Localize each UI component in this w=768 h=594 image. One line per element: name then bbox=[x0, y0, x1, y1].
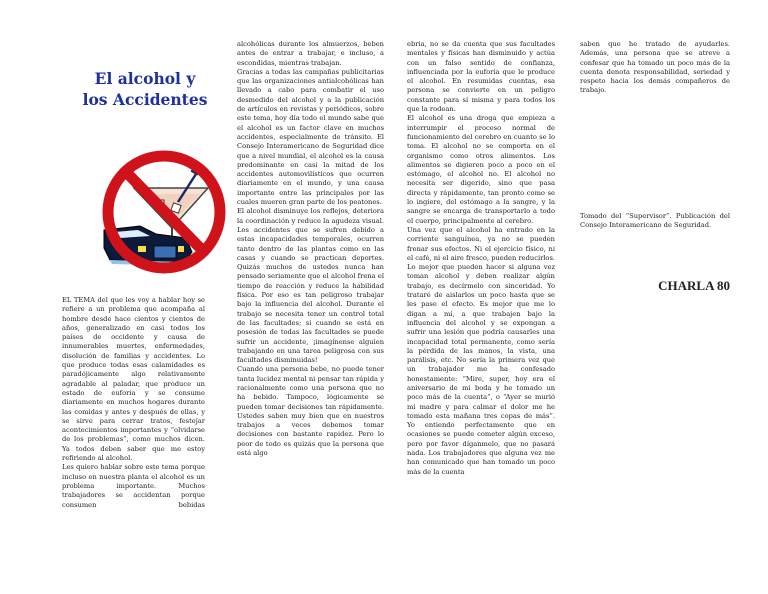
source-citation: Tomado del “Supervisor”. Publicación del Consejo Interamericano de Seguridad. bbox=[580, 212, 730, 230]
paragraph: El alcohol es una droga que empieza a interrumpir el proceso normal de funcionamiento del cerebro en cuanto se lo toma. El alcohol no se comporta en el organismo como otros alimentos. Los alimentos se digieren poco a poco en el estómago, el alcohol no. El alcohol no necesita ser digerido, sino que pasa directa y rápidamente, tan pronto como se lo ingiere, del estómago a la sangre, y la sangre se encarga de transportarlo a todo el cuerpo, principalmente al cerebro. bbox=[407, 114, 555, 225]
title-line-1: El alcohol y bbox=[94, 69, 196, 88]
talk-number: CHARLA 80 bbox=[658, 278, 730, 293]
no-drinking-and-driving-icon bbox=[100, 148, 228, 276]
column-3 bbox=[407, 40, 555, 477]
column-2 bbox=[237, 40, 384, 458]
paragraph: El alcohol disminuye los reflejos, deteriora la coordinación y reduce la agudeza visual. Los accidentes que se sufren debido a estas incapacidades temporales, ocurren tanto dentro de las plantas como en las casas y cuando se practican deportes. Quizás muchos de ustedes nunca han pensado seriamente que el alcohol frena el tiempo de reacción y reduce la habilidad física. Por eso es tan peligroso trabajar bajo la influencia del alcohol. Durante el trabajo se necesita tener un control total de las facultades; si cuando se está en posesión de todas las facultades se puede sufrir un accidente, ¡imagínense alguien trabajando en una tarea peligrosa con sus facultades disminuidas! bbox=[237, 207, 384, 365]
paragraph: Les quiero hablar sobre este tema porque incluso en nuestra planta el alcohol es un problema importante. Muchos trabajadores se accidentan porque consumen bebidas bbox=[62, 463, 205, 509]
paragraph: Cuando una persona bebe, no puede tener tanta lucidez mental ni pensar tan rápida y racionalmente como una persona que no ha bebido. Tampoco, lógicamente se pueden tomar decisiones tan rápidamente. Ustedes saben muy bien que en nuestros trabajos a veces debemos tomar decisiones con bastante rapidez. Pero lo peor de todo es quizás que la persona que está algo bbox=[237, 365, 384, 458]
column-1 bbox=[62, 296, 205, 510]
column-4 bbox=[580, 40, 730, 96]
paragraph: Una vez que el alcohol ha entrado en la corriente sanguínea, ya no se pueden frenar sus efectos. Ni el ejercicio físico, ni el café, ni el aire fresco, pueden reducirlos. Lo mejor que pueden hacer si alguna vez toman alcohol y deben realizar algún trabajo, es decírmelo con sinceridad. Yo trataré de aislarlos un poco hasta que se les pase el efecto. Es mejor que me lo digan a mí, a que trabajen bajo la influencia del alcohol y se expongan a sufrir una lesión que podría causarles una incapacidad total permanente, como sería la pérdida de las manos, la vista, una parálisis, etc. No sería la primera vez que un trabajador me ha confesado honestamente: “Mire, super, hoy era el aniversario de mi boda y he tomado un poco más de la cuenta”, o “Ayer se murió mi madre y para calmar el dolor me he tomado esta mañana tres copas de más”. Yo entiendo perfectamente que en ocasiones se puede cometer algún exceso, pero por favor díganmelo, que no pasará nada. Los trabajadores que alguna vez me han comunicado que han tomado un poco más de la cuenta bbox=[407, 225, 555, 476]
brochure-title bbox=[60, 68, 230, 110]
paragraph: EL TEMA del que les voy a hablar hoy se refiere a un problema que acompaña al hombre desde hace cientos y cientos de años, generalizado en casi todos los países de occidente y causa de innumerables muertes, enfermedades, disolución de familias y accidentes. Lo que produce todas esas calamidades es paradójicamente algo relativamente agradable al paladar, que produce un estado de euforia y se consume diariamente en muchos hogares durante las comidas y antes y después de ellas, y se sirve para cerrar tratos, festejar acontecimientos importantes y “olvidarse de los problemas”, como muchos dicen. Ya todos deben saber que me estoy refiriendo al alcohol. bbox=[62, 296, 205, 463]
paragraph: Gracias a todas las campañas publicitarias que las organizaciones antialcohólicas han llevado a cabo para combatir el uso desmedido del alcohol y a la publicación de artículos en revistas y periódicos, sobre este tema, hoy día todo el mundo sabe que el alcohol es un factor clave en muchos accidentes, especialmente de tránsito. El Consejo Interamericano de Seguridad dice que a nivel mundial, el alcohol es la causa predominante en casi la mitad de los accidentes automovilísticos que ocurren diariamente en el mundo, y una causa importante entre las principales por las cuales mueren gran parte de los peatones. bbox=[237, 67, 384, 207]
paragraph: alcohólicas durante los almuerzos, beben antes de entrar a trabajar, e incluso, a escondidas, mientras trabajan. bbox=[237, 40, 384, 67]
paragraph: ebria, no se da cuenta que sus facultades mentales y físicas han disminuido y actúa con un falso sentido de confianza, influenciada por la euforia que le produce el alcohol. En resumidas cuentas, esa persona se convierte en un peligro constante para sí misma y para todos los que la rodean. bbox=[407, 40, 555, 114]
paragraph: saben que he tratado de ayudarles. Además, una persona que se atreve a confesar que ha tomado un poco más de la cuenta denota responsabilidad, seriedad y respeto hacia los demás compañeros de trabajo. bbox=[580, 40, 730, 95]
title-line-2: los Accidentes bbox=[82, 90, 208, 109]
